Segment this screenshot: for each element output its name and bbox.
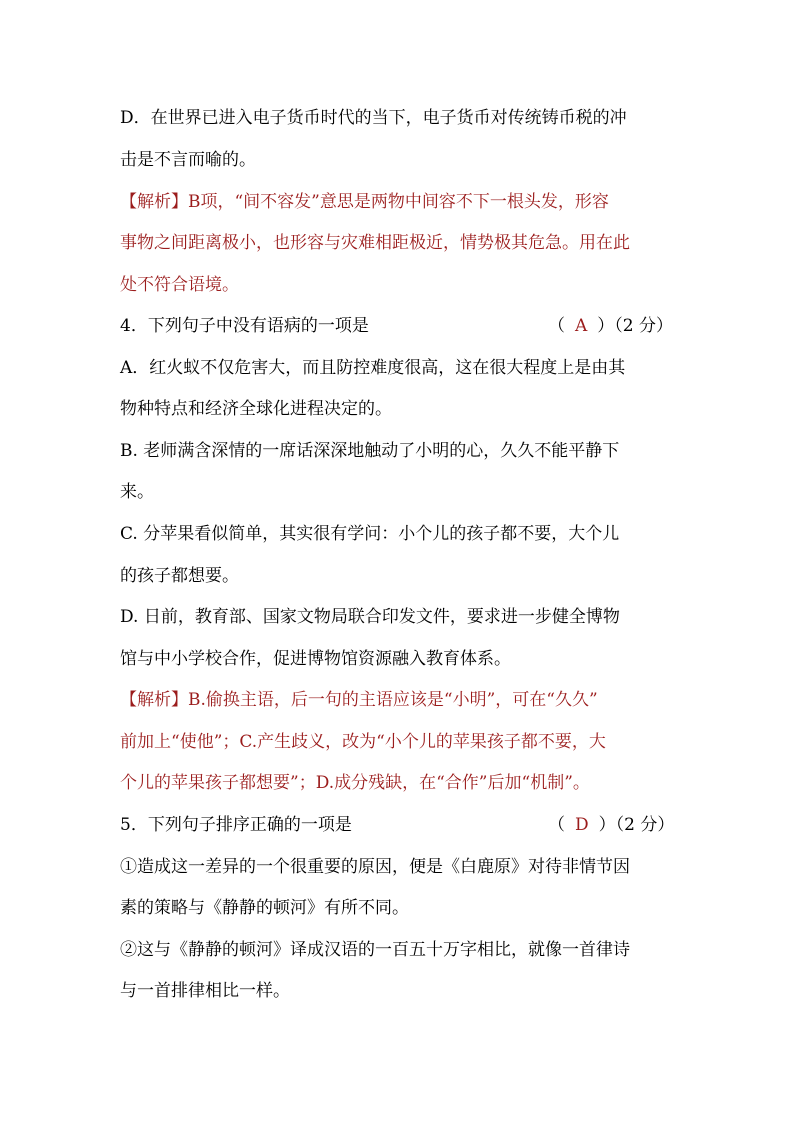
analysis-4-line-1: 【解析】B.偷换主语，后一句的主语应该是“小明”，可在“久久” [120,690,598,710]
question-4-stem: 4．下列句子中没有语病的一项是 [120,316,369,336]
analysis-4-line-3: 个儿的苹果孩子都想要”；D.成分残缺，在“合作”后加“机制”。 [120,773,590,793]
bracket-open: （ [548,815,565,835]
question-4-answer-bracket [548,314,673,338]
bracket-open: （ [548,316,565,336]
q4-option-a-line-1: A．红火蚁不仅危害大，而且防控难度很高，这在很大程度上是由其 [120,358,626,378]
q5-sentence-1-line-2: 素的策略与《静静的顿河》有所不同。 [120,898,409,918]
question-5-answer-bracket [548,813,674,837]
q4-option-d-line-1: D. 日前，教育部、国家文物局联合印发文件，要求进一步健全博物 [120,607,620,627]
q4-option-b-line-1: B. 老师满含深情的一席话深深地触动了小明的心，久久不能平静下 [120,441,620,461]
question-4-answer: A [575,316,588,336]
q5-sentence-1-line-1: ①造成这一差异的一个很重要的原因，便是《白鹿原》对待非情节因 [120,857,630,877]
q4-option-d-line-2: 馆与中小学校合作，促进博物馆资源融入教育体系。 [120,649,511,669]
q4-option-c-line-1: C. 分苹果看似简单，其实很有学问：小个儿的孩子都不要，大个儿 [120,524,620,544]
q4-option-a-line-2: 物种特点和经济全球化进程决定的。 [120,399,392,419]
bracket-close-score: ）（2 分） [597,316,674,336]
question-5-stem: 5．下列句子排序正确的一项是 [120,815,352,835]
analysis-3-line-2: 事物之间距离极小，也形容与灾难相距极近，情势极其危急。用在此 [120,233,630,253]
option-d-line-1: D．在世界已进入电子货币时代的当下，电子货币对传统铸币税的冲 [120,108,627,128]
analysis-3-line-3: 处不符合语境。 [120,275,239,295]
q4-option-c-line-2: 的孩子都想要。 [120,566,239,586]
analysis-4-line-2: 前加上“使他”；C.产生歧义，改为“小个儿的苹果孩子都不要，大 [120,732,606,752]
option-d-line-2: 击是不言而喻的。 [120,150,256,170]
bracket-close-score: ）（2 分） [598,815,675,835]
analysis-3-line-1: 【解析】B项，“间不容发”意思是两物中间容不下一根头发，形容 [120,192,609,212]
q4-option-b-line-2: 来。 [120,482,154,502]
question-5-answer: D [575,815,589,835]
q5-sentence-2-line-1: ②这与《静静的顿河》译成汉语的一百五十万字相比，就像一首律诗 [120,940,630,960]
q5-sentence-2-line-2: 与一首排律相比一样。 [120,981,290,1001]
